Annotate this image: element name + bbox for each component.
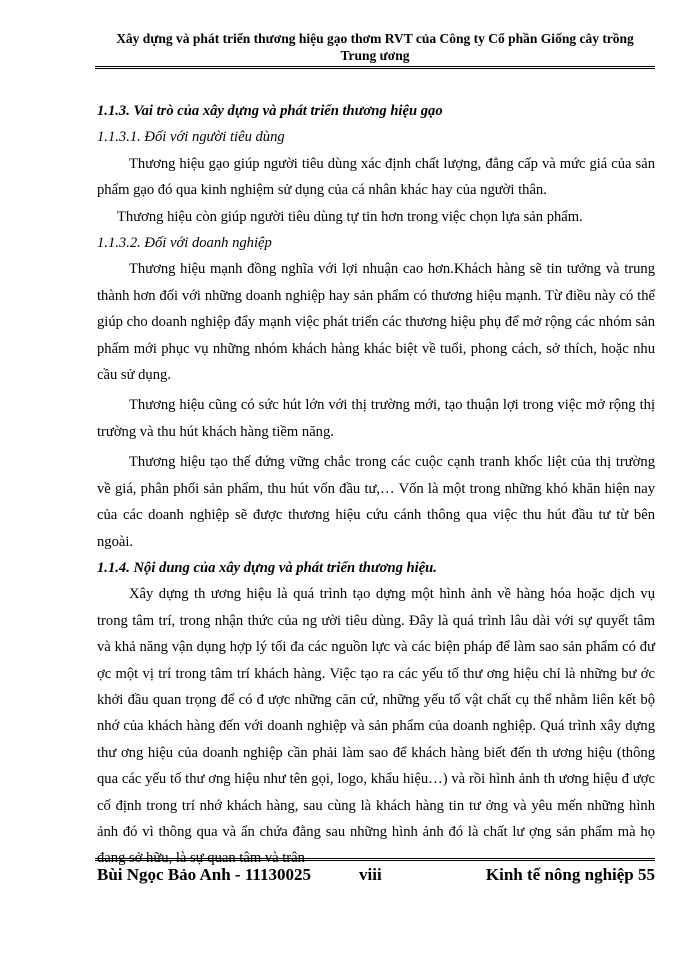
footer-rule [95, 858, 655, 863]
paragraph: Thương hiệu mạnh đồng nghĩa với lợi nhuận cao hơn.Khách hàng sẽ tin tưởng và trung thành hơn đối với những doanh nghiệp hay sản phẩm có thương hiệu mạnh. Từ điều này có thể giúp cho doanh nghiệp đẩy mạnh việc phát triển các thương hiệu phụ để mở rộng các nhóm sản phẩm mới phục vụ những nhóm khách hàng khác biệt về tuổi, phong cách, sở thích, hoặc nhu cầu sử dụng. [97, 261, 655, 384]
footer-author: Bùi Ngọc Bảo Anh - 11130025 [97, 865, 311, 884]
paragraph: Xây dựng th ương hiệu là quá trình tạo dựng một hình ảnh về hàng hóa hoặc dịch vụ trong tâm trí, trong nhận thức của ng ười tiêu dùng. Đây là quá trình lâu dài với sự quyết tâm và khả năng vận dụng hợp lý tối đa các nguồn lực và các biện pháp để làm sao sản phẩm có đư ợc một vị trí trong tâm trí khách hàng. Việc tạo ra các yếu tố thư ơng hiệu chỉ là những bư ớc khởi đầu quan trọng để có đ ược những căn cứ, những yếu tố vật chất cụ thể nhằm liên kết bộ nhớ của khách hàng đến với doanh nghiệp và sản phẩm của doanh nghiệp. Quá trình xây dựng thư ơng hiệu của doanh nghiệp cần phải làm sao để khách hàng biết đến th ương hiệu (thông qua các yếu tố thư ơng hiệu như tên gọi, logo, khẩu hiệu…) và rồi hình ảnh th ương hiệu đ ược cố định trong trí nhớ khách hàng, sau cùng là khách hàng tin tư ởng và yêu mến những hình ảnh đó vì thông qua và ẩn chứa đằng sau những hình ảnh đó là chất lư ợng sản phẩm mà họ đang sở hữu, là sự quan tâm và trân [97, 586, 655, 867]
subsection-heading-1-1-3-1: 1.1.3.1. Đối với người tiêu dùng [97, 129, 285, 146]
page-number: viii [359, 865, 382, 884]
header-line-2: Trung ương [340, 48, 410, 63]
paragraph: Thương hiệu gạo giúp người tiêu dùng xác định chất lượng, đẳng cấp và mức giá của sản phẩm gạo đó qua kinh nghiệm sử dụng của cá nhân khác hay của người thân. [97, 155, 655, 199]
subsection-heading-1-1-3-2: 1.1.3.2. Đối với doanh nghiệp [97, 235, 272, 252]
paragraph: Thương hiệu cũng có sức hút lớn với thị trường mới, tạo thuận lợi trong việc mở rộng thị trường và thu hút khách hàng tiềm năng. [97, 397, 655, 440]
paragraph: Thương hiệu còn giúp người tiêu dùng tự tin hơn trong việc chọn lựa sản phẩm. [117, 208, 583, 225]
page-body [97, 98, 655, 872]
section-heading-1-1-4: 1.1.4. Nội dung của xây dựng và phát triển thương hiệu. [97, 559, 437, 576]
running-header [95, 30, 655, 64]
header-rule [95, 66, 655, 71]
footer-department: Kinh tế nông nghiệp 55 [485, 865, 655, 884]
paragraph: Thương hiệu tạo thế đứng vững chắc trong các cuộc cạnh tranh khốc liệt của thị trường về giá, phân phối sản phẩm, thu hút vốn đầu tư,… Vốn là một trong những khó khăn hiện nay của các doanh nghiệp sẽ được thương hiệu cứu cánh thông qua việc thu hút đầu tư từ bên ngoài. [97, 454, 655, 550]
section-heading-1-1-3: 1.1.3. Vai trò của xây dựng và phát triển thương hiệu gạo [97, 103, 443, 119]
header-line-1: Xây dựng và phát triển thương hiệu gạo thơm RVT của Công ty Cổ phần Giống cây trồng [116, 31, 634, 46]
